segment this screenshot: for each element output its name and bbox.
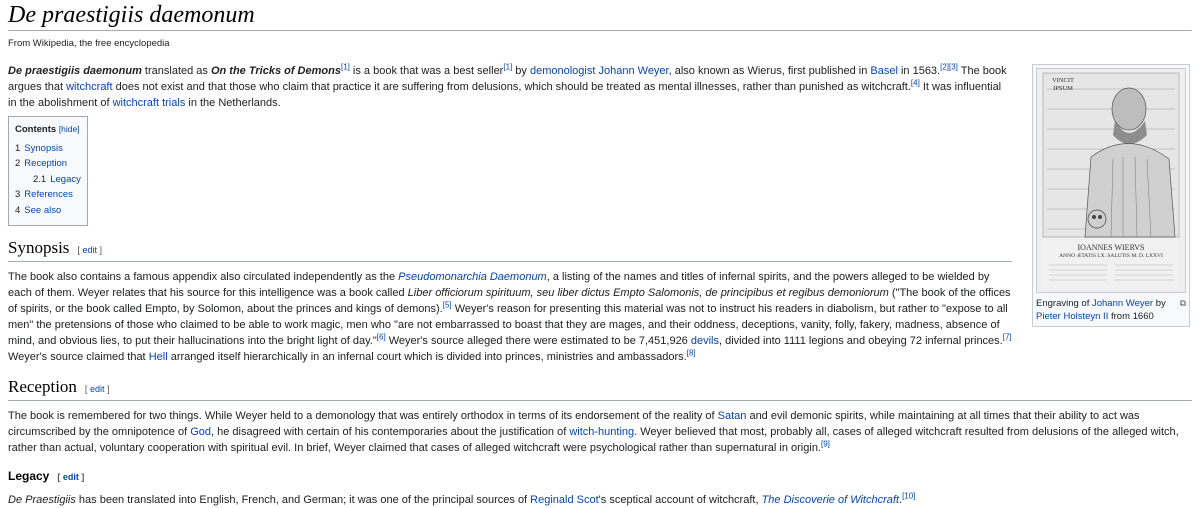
toc-number: 2: [15, 158, 21, 169]
edit-section: [ edit ]: [57, 472, 85, 482]
link-god[interactable]: God: [190, 426, 211, 438]
infobox: [1032, 64, 1190, 327]
toc-link[interactable]: References: [24, 189, 73, 200]
link-discoverie-of-witchcraft[interactable]: The Discoverie of Witchcraft: [761, 494, 900, 506]
toc-item-legacy[interactable]: [15, 172, 81, 188]
heading-text: Reception: [8, 377, 77, 396]
toc-item-references[interactable]: [15, 187, 81, 203]
engraving-name-text: IOANNES WIERVS: [1077, 243, 1145, 252]
italic-text: De Praestigiis: [8, 494, 76, 506]
cite-ref[interactable]: [5]: [442, 300, 452, 310]
toc-hide-toggle[interactable]: [hide]: [58, 124, 80, 134]
italic-text: Liber officiorum spirituum, seu liber dictus Empto Salomonis, de principibus et regibus demoniorum: [407, 287, 889, 299]
text: , also known as Wierus, first published in: [668, 65, 871, 77]
toc-item-synopsis[interactable]: [15, 141, 81, 157]
toc-number: 2.1: [33, 173, 47, 185]
lead-translation-bold: On the Tricks of Demons: [210, 65, 341, 77]
cite-ref[interactable]: [10]: [902, 491, 916, 501]
text: , he disagreed with certain of his contemporaries about the justification of: [211, 426, 570, 438]
section-heading-legacy: [8, 468, 1192, 485]
link-basel[interactable]: Basel: [870, 65, 898, 77]
text: Weyer's source alleged there were estimated to be 7,451,926: [385, 335, 691, 347]
link-witchcraft-trials[interactable]: witchcraft trials: [112, 97, 186, 109]
text: ("The book of the offices of spirits, or the book called Empto, by Solomon, about the princes and kings of demons).: [8, 287, 1011, 315]
text: The book also contains a famous appendix also circulated independently as the: [8, 271, 399, 283]
link-satan[interactable]: Satan: [717, 410, 747, 422]
text: has been translated into English, French, and German; it was one of the principal sources of: [75, 494, 531, 506]
section-heading-synopsis: [8, 238, 1012, 262]
reception-paragraph: [8, 408, 1192, 456]
edit-section-link[interactable]: edit: [62, 472, 79, 482]
heading-text: Synopsis: [8, 238, 70, 257]
legacy-paragraph: [8, 492, 1192, 508]
edit-section: [ edit ]: [84, 384, 110, 394]
text: in the Netherlands.: [185, 97, 281, 109]
lead-title-bold: De praestigiis daemonum: [8, 65, 142, 77]
site-tagline: From Wikipedia, the free encyclopedia: [8, 38, 170, 49]
text: , divided into 1111 legions and obeying 72 infernal princes.: [718, 335, 1003, 347]
caption-link-johann-weyer[interactable]: Johann Weyer: [1091, 298, 1154, 309]
page-title: De praestigiis daemonum: [8, 0, 1192, 31]
text: Weyer's source claimed that: [8, 351, 149, 363]
link-demonologist[interactable]: demonologist: [529, 65, 596, 77]
toc-link[interactable]: See also: [24, 204, 62, 216]
toc-link[interactable]: Synopsis: [24, 142, 63, 154]
text: 's sceptical account of witchcraft,: [598, 494, 762, 506]
cite-ref[interactable]: [4]: [910, 78, 920, 88]
link-johann-weyer[interactable]: Johann Weyer: [598, 65, 669, 77]
text: arranged itself hierarchically in an infernal court which is divided into princes, ministries and ambassadors.: [167, 351, 687, 363]
engraving-image[interactable]: [1036, 68, 1186, 293]
toc-title: Contents: [15, 124, 57, 135]
text: by: [512, 65, 530, 77]
infobox-caption: [1036, 297, 1186, 323]
heading-text: Legacy: [8, 469, 50, 483]
link-devils[interactable]: devils: [690, 335, 719, 347]
text: , a listing of the names and titles of infernal spirits, and the powers alleged to be wielded by each of them. Weyer relates that his source for this intelligence was a book called: [8, 271, 990, 299]
text: in 1563.: [897, 65, 941, 77]
edit-section-link[interactable]: edit: [82, 245, 97, 255]
text: does not exist and that those who claim that practice it are suffering from delusions, which should be treated as mental illnesses, rather than punished as witchcraft.: [112, 81, 911, 93]
link-witch-hunting[interactable]: witch-hunting: [569, 426, 635, 438]
link-witchcraft[interactable]: witchcraft: [66, 81, 113, 93]
enlarge-icon[interactable]: ⧉: [1179, 298, 1186, 308]
toc-header: [15, 122, 81, 138]
text: The book argues that: [8, 65, 1007, 93]
lead-paragraph: [8, 63, 1012, 111]
toc-link[interactable]: Reception: [24, 158, 68, 169]
text: . Weyer believed that most, probably all, cases of alleged witchcraft resulted from delusions of the alleged witch, rather than actual, voluntary cooperation with spiritual evil. In brief, Weyer claimed that cases of alleged witchcraft were psychological rather than supernatural in origin.: [8, 426, 1179, 454]
caption-text: by: [1153, 298, 1166, 309]
toc-number: 4: [15, 204, 21, 216]
table-of-contents: [8, 116, 88, 226]
text: translated as: [141, 65, 211, 77]
engraving-top-text: VINCIT IPSUM: [1051, 77, 1075, 92]
synopsis-paragraph: [8, 269, 1012, 365]
toc-item-reception[interactable]: [15, 156, 81, 172]
text: and evil demonic spirits, while maintaining at all times that their ability to act was circumscribed by the omnipotence of: [8, 410, 1140, 438]
link-pseudomonarchia[interactable]: Pseudomonarchia Daemonum: [398, 271, 547, 283]
toc-item-see-also[interactable]: [15, 203, 81, 219]
text: .: [899, 494, 903, 506]
cite-ref[interactable]: [1]: [503, 62, 513, 72]
cite-ref[interactable]: [9]: [821, 439, 830, 449]
text: is a book that was a best seller: [349, 65, 504, 77]
toc-link[interactable]: Legacy: [50, 173, 81, 185]
toc-number: 3: [15, 189, 21, 200]
link-hell[interactable]: Hell: [148, 351, 168, 363]
caption-text: from 1660: [1108, 311, 1154, 322]
cite-ref[interactable]: [6]: [376, 332, 386, 342]
caption-link-pieter-holsteyn[interactable]: Pieter Holsteyn II: [1036, 311, 1109, 322]
text: Weyer's reason for presenting this material was not to instruct his readers in diabolism, but rather to "expose to all men" the pretensions of those who claimed to be able to work magic, men who "are not embarrassed to boast that they are mages, and their oddness, deceptions, vanity, folly, fakery, madness, absence of mind, and obvious lies, to put their hallucinations into the bright light of day.": [8, 303, 1008, 347]
toc-number: 1: [15, 142, 21, 154]
edit-section: [ edit ]: [77, 245, 102, 255]
cite-ref[interactable]: [1]: [340, 62, 350, 72]
cite-ref[interactable]: [7]: [1002, 332, 1012, 342]
cite-ref[interactable]: [8]: [686, 348, 696, 358]
edit-section-link[interactable]: edit: [89, 384, 105, 394]
engraving-subtitle-text: ANNO ÆTATIS LX. SALUTIS M. D. LXXVI: [1059, 253, 1163, 259]
link-reginald-scot[interactable]: Reginald Scot: [530, 494, 599, 506]
cite-ref[interactable]: [2][3]: [940, 62, 958, 72]
text: It was influential in the abolishment of: [8, 81, 1002, 109]
section-heading-reception: [8, 377, 1192, 401]
caption-text: Engraving of: [1036, 298, 1092, 309]
text: The book is remembered for two things. While Weyer held to a demonology that was entirely orthodox in terms of its endorsement of the reality of: [8, 410, 718, 422]
